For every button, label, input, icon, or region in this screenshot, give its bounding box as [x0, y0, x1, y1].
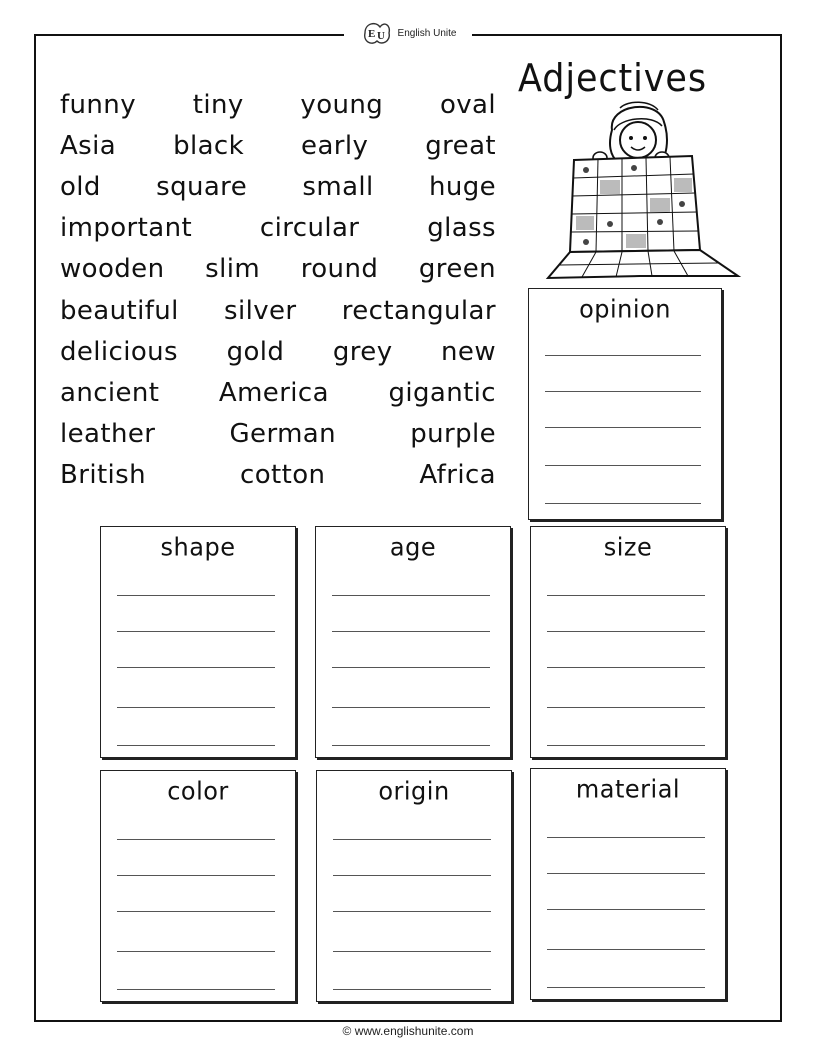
word: huge	[428, 171, 496, 202]
size-box	[530, 526, 726, 758]
word-bank	[60, 84, 496, 496]
color-label: color	[167, 776, 229, 806]
writing-line[interactable]	[547, 909, 705, 910]
word: early	[301, 130, 369, 161]
origin-label: origin	[378, 776, 450, 806]
writing-line[interactable]	[545, 427, 701, 428]
word: beautiful	[60, 295, 179, 326]
age-box	[315, 526, 511, 758]
word: important	[60, 213, 193, 244]
writing-line[interactable]	[333, 989, 491, 990]
word: young	[300, 89, 384, 120]
footer-copyright: © www.englishunite.com	[342, 1024, 474, 1038]
brand-name: English Unite	[397, 27, 457, 39]
word: new	[441, 336, 496, 367]
opinion-box	[528, 288, 722, 520]
word: circular	[259, 213, 360, 244]
material-label: material	[575, 774, 681, 804]
page-title: Adjectives	[518, 56, 707, 100]
girl-with-quilt-illustration	[540, 100, 746, 290]
age-label: age	[389, 532, 437, 562]
word: slim	[205, 254, 261, 285]
word-bank-row	[60, 125, 496, 166]
writing-line[interactable]	[547, 949, 705, 950]
writing-line[interactable]	[332, 667, 490, 668]
word: small	[302, 171, 374, 202]
writing-line[interactable]	[117, 631, 275, 632]
material-box	[530, 768, 726, 1000]
writing-line[interactable]	[545, 465, 701, 466]
word: cotton	[240, 460, 326, 491]
writing-line[interactable]	[547, 631, 705, 632]
word: great	[425, 130, 496, 161]
writing-line[interactable]	[545, 355, 701, 356]
word: rectangular	[341, 295, 496, 326]
word: gold	[226, 336, 285, 367]
word: leather	[60, 419, 156, 450]
word: Africa	[419, 460, 496, 491]
writing-line[interactable]	[332, 631, 490, 632]
writing-line[interactable]	[547, 745, 705, 746]
svg-text:E: E	[367, 28, 375, 40]
word: round	[300, 254, 379, 285]
writing-line[interactable]	[117, 911, 275, 912]
word: gigantic	[388, 377, 496, 408]
writing-line[interactable]	[117, 875, 275, 876]
writing-line[interactable]	[333, 875, 491, 876]
writing-line[interactable]	[547, 707, 705, 708]
writing-line[interactable]	[547, 873, 705, 874]
writing-line[interactable]	[117, 667, 275, 668]
word: British	[60, 460, 146, 491]
writing-line[interactable]	[333, 911, 491, 912]
brand-header	[344, 18, 472, 48]
shape-label: shape	[160, 532, 236, 562]
writing-line[interactable]	[547, 667, 705, 668]
word: ancient	[60, 377, 160, 408]
writing-line[interactable]	[332, 707, 490, 708]
word-bank-row	[60, 331, 496, 372]
writing-line[interactable]	[545, 503, 701, 504]
word: delicious	[60, 336, 178, 367]
writing-line[interactable]	[332, 595, 490, 596]
word-bank-row	[60, 166, 496, 207]
word: square	[156, 171, 248, 202]
word-bank-row	[60, 249, 496, 290]
word: wooden	[60, 254, 165, 285]
word-bank-row	[60, 290, 496, 331]
word-bank-row	[60, 414, 496, 455]
word-bank-row	[60, 372, 496, 413]
word-bank-row	[60, 208, 496, 249]
writing-line[interactable]	[332, 745, 490, 746]
writing-line[interactable]	[117, 745, 275, 746]
word-bank-row	[60, 84, 496, 125]
writing-line[interactable]	[545, 391, 701, 392]
writing-line[interactable]	[117, 839, 275, 840]
word: glass	[427, 213, 496, 244]
word-bank-row	[60, 455, 496, 496]
writing-line[interactable]	[117, 989, 275, 990]
word: funny	[60, 89, 136, 120]
writing-line[interactable]	[117, 707, 275, 708]
writing-line[interactable]	[333, 839, 491, 840]
svg-text:U: U	[376, 30, 385, 42]
word: old	[60, 171, 101, 202]
writing-line[interactable]	[333, 951, 491, 952]
writing-line[interactable]	[547, 987, 705, 988]
writing-line[interactable]	[547, 595, 705, 596]
word: grey	[332, 336, 393, 367]
word: green	[418, 254, 496, 285]
english-unite-logo	[360, 19, 394, 47]
word: Asia	[60, 130, 117, 161]
shape-box	[100, 526, 296, 758]
writing-line[interactable]	[547, 837, 705, 838]
word: America	[218, 377, 329, 408]
writing-line[interactable]	[117, 595, 275, 596]
origin-box	[316, 770, 512, 1002]
color-box	[100, 770, 296, 1002]
word: oval	[439, 89, 496, 120]
word: purple	[410, 419, 496, 450]
word: tiny	[192, 89, 244, 120]
word: silver	[224, 295, 297, 326]
word: black	[173, 130, 245, 161]
writing-line[interactable]	[117, 951, 275, 952]
size-label: size	[603, 532, 653, 562]
opinion-label: opinion	[579, 294, 671, 324]
word: German	[229, 419, 337, 450]
